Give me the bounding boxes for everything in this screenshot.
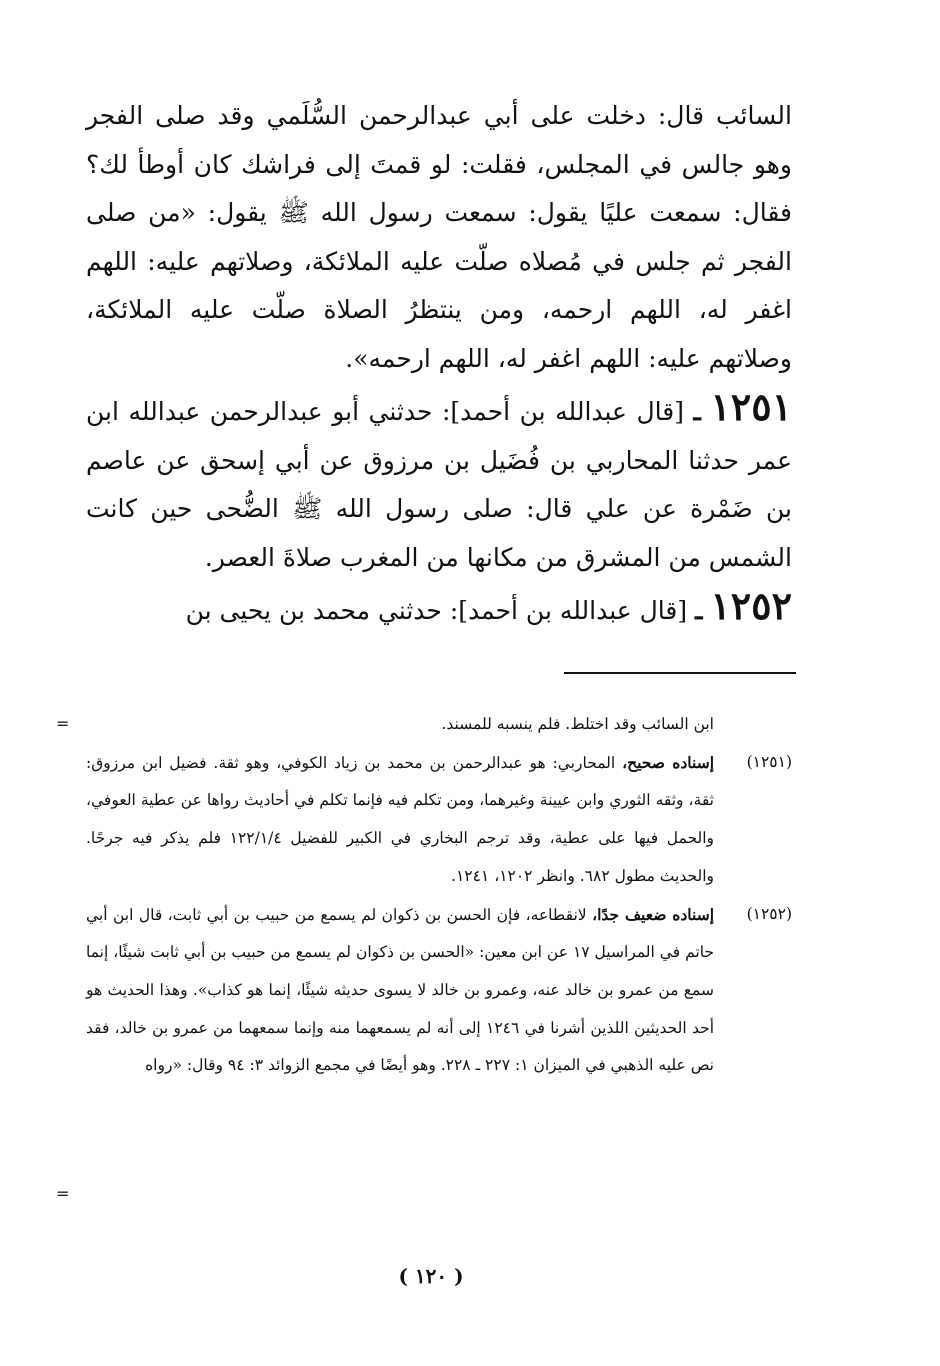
footnote-text-1252: لانقطاعه، فإن الحسن بن ذكوان لم يسمع من حبيب بن أبي ثابت، قال ابن أبي حاتم في المراسيل ١٧ عن ابن معين: «الحسن بن ذكوان لم يسمع من حبيب بن أبي ثابت شيئًا، إنما سمع من عمرو بن خالد عنه، وعمرو بن خالد لا يسوى حديثه شيئًا، إنما هو كذاب». وهذا الحديث هو أحد الحديثين اللذين أشرنا في ١٢٤٦ إلى أنه لم يسمعهما منه وإنما سمعهما من عمرو بن خالد، فقد نص عليه الذهبي في الميزان ١: ٢٢٧ ـ ٢٢٨. وهو أيضًا في مجمع الزوائد ٣: ٩٤ وقال: «رواه: [86, 905, 715, 1075]
footnote-continuation: ابن السائب وقد اختلط. فلم ينسبه للمسند.: [441, 715, 714, 733]
page-number: ( ١٢٠ ): [398, 1264, 464, 1288]
continuation-mark-top: =: [56, 714, 70, 733]
continuation-mark-bottom: =: [56, 1184, 70, 1203]
footnote-number-1251: (١٢٥١): [746, 752, 792, 771]
paragraph-hadith-1251: [86, 383, 792, 582]
footnote-grade-1251: إسناده صحيح،: [622, 752, 714, 772]
footnote-text-1251: المحاربي: هو عبدالرحمن بن محمد بن زياد الكوفي، وهو ثقة. فضيل ابن مرزوق: ثقة، وثقه الثوري وابن عيينة وغيرهما، ومن تكلم فيه فإنما تكلم في أحاديث رواها عن عطية العوفي، والحمل فيها على عطية، وقد ترجم البخاري في الكبير للفضيل ١٢٢/١/٤ فلم يذكر فيه جرحًا. والحديث مطول ٦٨٢. وانظر ١٢٠٢، ١٢٤١.: [86, 753, 714, 885]
footnote-grade-1252: إسناده ضعيف جدًا،: [592, 904, 714, 924]
hadith-number-1252: ١٢٥٢: [710, 583, 792, 628]
hadith-number-1251: ١٢٥١: [710, 384, 793, 429]
footnote-divider: [564, 672, 796, 674]
paragraph-hadith-1250-end: السائب قال: دخلت على أبي عبدالرحمن السُّلَمي وقد صلى الفجر وهو جالس في المجلس، فقلت: لو قمتَ إلى فراشك كان أوطأ لك؟ فقال: سمعت عليًا يقول: سمعت رسول الله ﷺ يقول: «من صلى الفجر ثم جلس في مُصلاه صلّت عليه الملائكة، وصلاتهم عليه: اللهم اغفر له، اللهم ارحمه، ومن ينتظرُ الصلاة صلّت عليه الملائكة، وصلاتهم عليه: اللهم اغفر له، اللهم ارحمه».: [86, 101, 792, 373]
paragraph-hadith-1252: [86, 582, 792, 636]
footnote-number-1252: (١٢٥٢): [746, 904, 792, 923]
footnote-1251: [86, 744, 792, 896]
hadith-text-1251: [قال عبدالله بن أحمد]: حدثني أبو عبدالرحمن عبدالله ابن عمر حدثنا المحاربي بن فُضَيل بن مرزوق عن أبي إسحق عن عاصم بن ضَمْرة عن علي قال: صلى رسول الله ﷺ الضُّحى حين كانت الشمس من المشرق من مكانها من المغرب صلاةَ العصر.: [86, 397, 792, 572]
hadith-dash: ـ: [693, 397, 701, 426]
footnotes: [86, 706, 792, 1085]
hadith-dash: ـ: [695, 596, 703, 625]
hadith-text-1252: [قال عبدالله بن أحمد]: حدثني محمد بن يحيى بن: [185, 596, 688, 625]
footnote-1252: [86, 896, 792, 1086]
main-text: [86, 92, 792, 636]
